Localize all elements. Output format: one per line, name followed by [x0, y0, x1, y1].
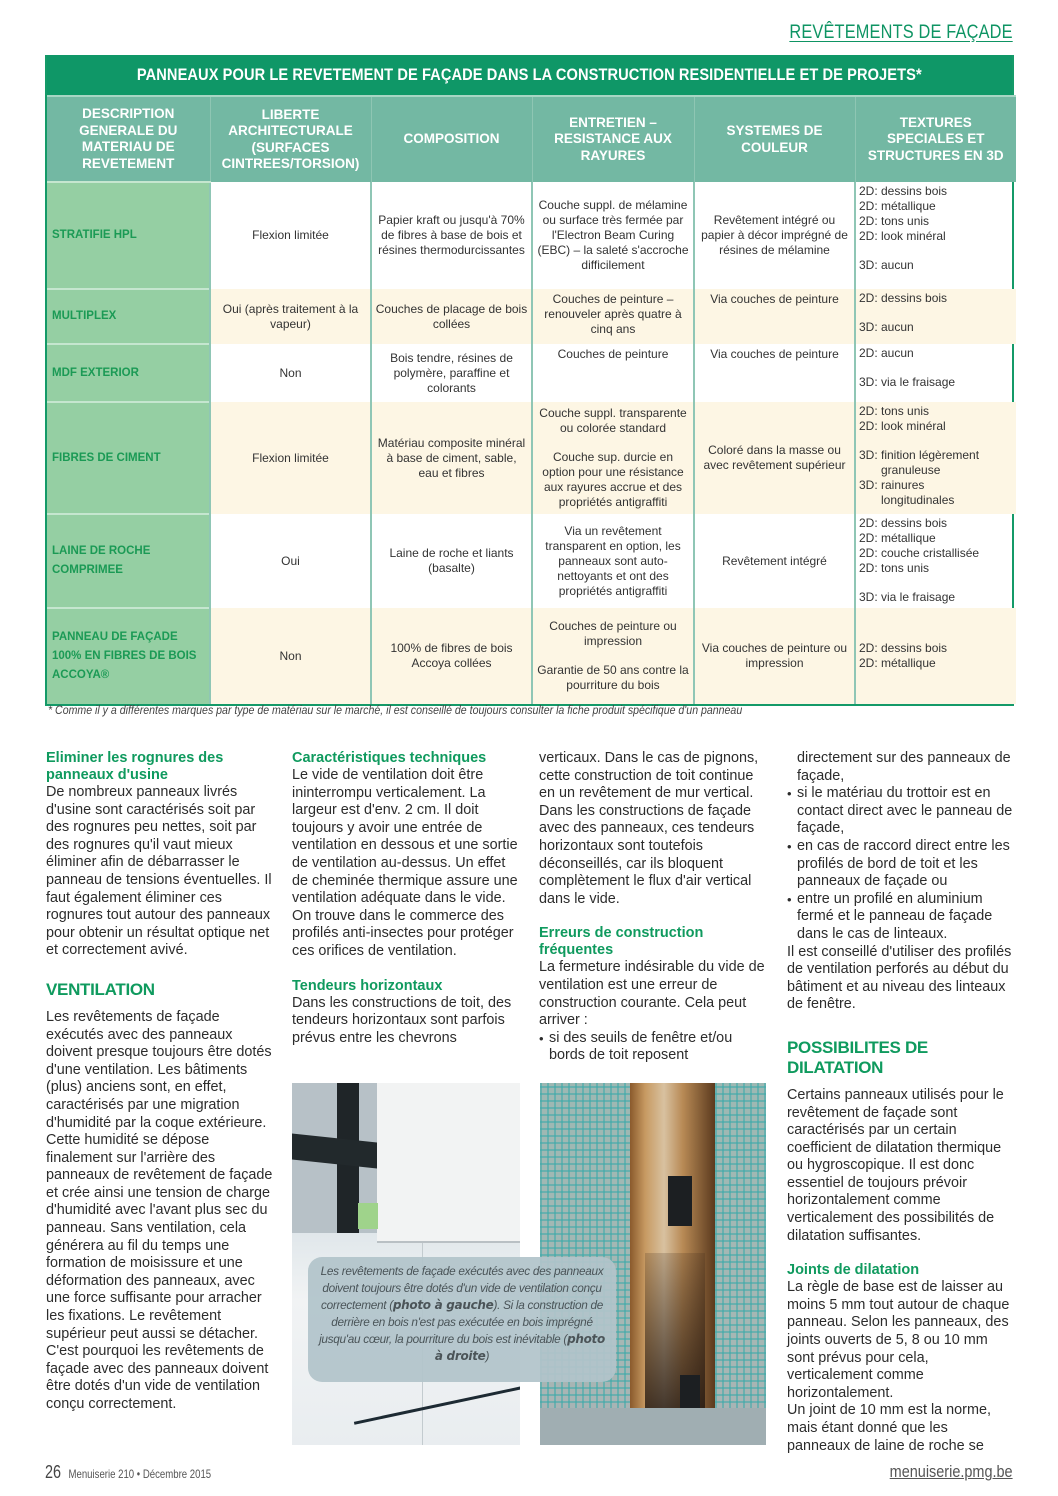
bullet-item: • si des seuils de fenêtre et/ou bords de toit reposent	[539, 1030, 769, 1065]
cell-liberte: Oui (après traitement à la vapeur)	[210, 289, 371, 344]
cell-composition: 100% de fibres de bois Accoya collées	[371, 608, 532, 704]
cell-entretien: Couches de peinture	[532, 344, 694, 402]
texture-item: 2D: tons unis	[859, 404, 930, 418]
texture-item: 3D: rainures	[859, 478, 925, 492]
texture-item: 2D: look minéral	[859, 229, 946, 243]
cell-textures	[855, 608, 1016, 704]
cell-entretien: Via un revêtement transparent en option, les panneaux sont auto-nettoyants et ont des propriétés antigraffiti	[532, 514, 694, 608]
paragraph-tendeurs: Dans les constructions de toit, des tendeurs horizontaux sont parfois prévus entre les chevrons	[292, 994, 512, 1046]
texture-item: 2D: aucun	[859, 346, 914, 360]
page-number: 26	[45, 1462, 62, 1482]
article-column-2	[292, 750, 520, 1047]
subheading-caracteristiques: Caractéristiques techniques	[292, 750, 487, 766]
cell-couleur: Via couches de peinture	[694, 289, 855, 344]
paragraph-joints-2: Un joint de 10 mm est la norme, mais étant donné que les panneaux de laine de roche se	[787, 1402, 991, 1454]
texture-item: 3D: via le fraisage	[859, 375, 956, 389]
article-column-3	[539, 750, 769, 1065]
heading-dilatation: POSSIBILITES DE DILATATION	[787, 1037, 928, 1077]
cell-composition: Bois tendre, résines de polymère, paraffine et colorants	[371, 344, 532, 402]
caption-text: )	[485, 1349, 490, 1363]
col-header-textures: TEXTURES SPECIALES ET STRUCTURES EN 3D	[855, 96, 1016, 182]
cell-couleur: Coloré dans la masse ou avec revêtement supérieur	[694, 402, 855, 514]
table-title	[47, 55, 1012, 95]
cell-textures	[855, 402, 1016, 514]
cell-textures	[855, 344, 1016, 402]
cell-composition: Matériau composite minéral à base de ciment, sable, eau et fibres	[371, 402, 532, 514]
cell-liberte: Flexion limitée	[210, 182, 371, 289]
cell-entretien: Couches de peinture – renouveler après quatre à cinq ans	[532, 289, 694, 344]
subheading-rognures: Eliminer les rognures des panneaux d'usine	[46, 750, 224, 783]
col-header-description: DESCRIPTION GENERALE DU MATERIAU DE REVETEMENT	[47, 96, 210, 182]
cell-entretien	[532, 608, 694, 704]
texture-item: 2D: métallique	[859, 656, 936, 670]
subheading-tendeurs: Tendeurs horizontaux	[292, 977, 443, 994]
paragraph-caracteristiques: Le vide de ventilation doit être ininterrompu verticalement. La largeur est d'env. 2 cm. Il doit toujours y avoir une entrée de ventilation en dessous et une sortie de ventilation au-dessus. Un effet de cheminée thermique assure une ventilation adéquate dans le vide. On trouve dans le commerce des profilés anti-insectes pour protéger ces orifices de ventilation.	[292, 767, 518, 959]
cell-liberte: Non	[210, 608, 371, 704]
cell-couleur: Revêtement intégré	[694, 514, 855, 608]
cell-composition: Laine de roche et liants (basalte)	[371, 514, 532, 608]
texture-item: 3D: via le fraisage	[859, 590, 956, 604]
col-header-composition: COMPOSITION	[371, 96, 532, 182]
section-tag: REVÊTEMENTS DE FAÇADE	[789, 22, 1013, 43]
cell-entretien: Couche suppl. de mélamine ou surface très fermée par l'Electron Beam Curing (EBC) – la saleté s'accroche difficilement	[532, 182, 694, 289]
texture-item: 2D: tons unis	[859, 214, 930, 228]
entretien-text: Couche sup. durcie en option pour une résistance aux rayures accrue et des propriétés antigraffiti	[542, 450, 684, 509]
cell-liberte: Flexion limitée	[210, 402, 371, 514]
material-name: MDF EXTERIOR	[47, 344, 210, 402]
website-link[interactable]: menuiserie.pmg.be	[890, 1462, 1013, 1481]
cell-entretien	[532, 402, 694, 514]
texture-item: 2D: dessins bois	[859, 291, 948, 305]
material-name: FIBRES DE CIMENT	[47, 402, 210, 514]
bullet-item: • entre un profilé en aluminium fermé et le panneau de façade dans le cas de linteaux.	[787, 891, 1015, 944]
entretien-text: Couche suppl. transparente ou colorée standard	[539, 406, 687, 435]
table-row	[47, 182, 1016, 289]
col-header-entretien: ENTRETIEN – RESISTANCE AUX RAYURES	[532, 96, 694, 182]
material-name: PANNEAU DE FAÇADE 100% EN FIBRES DE BOIS ACCOYA®	[47, 608, 210, 704]
texture-item: longitudinales	[881, 493, 955, 507]
table-title-text: PANNEAUX POUR LE REVETEMENT DE FAÇADE DANS LA CONSTRUCTION RESIDENTIELLE ET DE PROJETS*	[137, 65, 922, 84]
texture-item: 3D: aucun	[859, 320, 914, 334]
paragraph-erreurs: La fermeture indésirable du vide de ventilation est une erreur de construction courante. Cela peut arriver :	[539, 959, 765, 1029]
material-name: LAINE DE ROCHE COMPRIMEE	[47, 514, 210, 608]
texture-item: 3D: finition légèrement	[859, 448, 980, 462]
article-column-4	[787, 750, 1015, 1455]
subheading-erreurs: Erreurs de construction fréquentes	[539, 925, 704, 959]
cell-liberte: Oui	[210, 514, 371, 608]
caption-emphasis: photo à droite	[434, 1332, 605, 1363]
texture-item: 2D: tons unis	[859, 561, 930, 575]
texture-item: 2D: dessins bois	[859, 641, 948, 655]
texture-item: 2D: métallique	[859, 199, 936, 213]
table-row	[47, 608, 1016, 704]
texture-item: 2D: métallique	[859, 531, 936, 545]
table-row	[47, 289, 1016, 344]
cell-textures	[855, 289, 1016, 344]
footer-issue	[45, 1462, 211, 1483]
cell-composition: Papier kraft ou jusqu'à 70% de fibres à base de bois et résines thermodurcissantes	[371, 182, 532, 289]
heading-ventilation: VENTILATION	[46, 979, 155, 999]
bullet-item: • en cas de raccord direct entre les profilés de bord de toit et les panneaux de façade ou	[787, 838, 1015, 891]
issue-label: Menuiserie 210 • Décembre 2015	[68, 1467, 212, 1481]
cell-composition: Couches de placage de bois collées	[371, 289, 532, 344]
entretien-text: Garantie de 50 ans contre la pourriture du bois	[537, 663, 689, 692]
article-column-1	[46, 750, 274, 1414]
cell-textures	[855, 182, 1016, 289]
table-row	[47, 402, 1016, 514]
texture-item: 3D: aucun	[859, 258, 914, 272]
paragraph-conseil: Il est conseillé d'utiliser des profilés de ventilation perforés au début du bâtiment et au niveau des linteaux de fenêtre.	[787, 943, 1012, 1013]
bullet-continuation: directement sur des panneaux de façade,	[797, 750, 1011, 784]
paragraph-rognures: De nombreux panneaux livrés d'usine sont caractérisés soit par des rognures peu nettes, soit par des rognures qu'il vaut mieux éliminer afin de débarrasser le panneau de tensions éventuelles. Il faut également éliminer ces rognures tout autour des panneaux pour obtenir un résultat optique net et correctement avivé.	[46, 784, 272, 959]
table-row	[47, 514, 1016, 608]
material-name: MULTIPLEX	[47, 289, 210, 344]
col-header-couleur: SYSTEMES DE COULEUR	[694, 96, 855, 182]
col-header-liberte: LIBERTE ARCHITECTURALE (SURFACES CINTREES/TORSION)	[210, 96, 371, 182]
table-footnote: * Comme il y a différentes marques par type de matériau sur le marché, il est conseillé de toujours consulter la fiche produit spécifique d'un panneau	[48, 705, 743, 717]
texture-item: granuleuse	[881, 463, 941, 477]
paragraph-dilatation: Certains panneaux utilisés pour le revêtement de façade sont caractérisés par un certain coefficient de dilatation thermique ou hygroscopique. Il est donc essentiel de toujours prévoir horizontalement comme verticalement des possibilités de dilatation suffisantes.	[787, 1086, 1004, 1244]
texture-item: 2D: look minéral	[859, 419, 946, 433]
table-header-row	[47, 96, 1016, 182]
bullet-item: • si le matériau du trottoir est en contact direct avec le panneau de façade,	[787, 785, 1015, 838]
paragraph-tendeurs-cont: verticaux. Dans le cas de pignons, cette construction de toit continue en un revêtement de mur vertical. Dans les constructions de façade avec des panneaux, ces tendeurs horizontaux sont toutefois déconseillés, car ils bloquent complètement le flux d'air vertical dans le vide.	[539, 750, 759, 907]
table-row	[47, 344, 1016, 402]
material-name: STRATIFIE HPL	[47, 182, 210, 289]
cell-couleur: Via couches de peinture ou impression	[694, 608, 855, 704]
texture-item: 2D: dessins bois	[859, 184, 948, 198]
texture-item: 2D: dessins bois	[859, 516, 948, 530]
entretien-text: Couches de peinture ou impression	[549, 619, 677, 648]
cell-couleur: Revêtement intégré ou papier à décor imprégné de résines de mélamine	[694, 182, 855, 289]
subheading-joints: Joints de dilatation	[787, 1262, 920, 1279]
photo-caption	[308, 1257, 616, 1382]
cell-couleur: Via couches de peinture	[694, 344, 855, 402]
cell-liberte: Non	[210, 344, 371, 402]
caption-text: ). Si la construction de derrière en bois n'est pas exécutée en bois imprégné jusqu'au cœur, la pourriture du bois est inévitable (	[319, 1298, 603, 1346]
cell-textures	[855, 514, 1016, 608]
caption-text: Les revêtements de façade exécutés avec des panneaux doivent toujours être dotés d'un vide de ventilation conçu correctement (	[320, 1264, 604, 1312]
paragraph-joints-1: La règle de base est de laisser au moins 5 mm tout autour de chaque panneau. Selon les panneaux, des joints ouverts de 5, 8 ou 10 mm sont prévus pour cela, verticalement comme horizontalement.	[787, 1279, 1010, 1401]
comparison-table	[45, 55, 1014, 706]
paragraph-ventilation: Les revêtements de façade exécutés avec des panneaux doivent presque toujours être dotés d'une ventilation. Les bâtiments (plus) anciens sont, en effet, caractérisés par une migration d'humidité par la coque extérieure. Cette humidité se dépose finalement sur l'arrière des panneaux de revêtement de façade et crée ainsi une tension de charge d'humidité avec l'avant plus sec du panneau. Sans ventilation, cela générera au fil du temps une formation de moisissure et une déformation des panneaux, avec une force suffisante pour arracher les fixations. Le revêtement supérieur peut aussi se détacher. C'est pourquoi les revêtements de façade avec des panneaux doivent être dotés d'un vide de ventilation conçu correctement.	[46, 1008, 273, 1412]
texture-item: 2D: couche cristallisée	[859, 546, 980, 560]
caption-emphasis: photo à gauche	[392, 1298, 494, 1312]
